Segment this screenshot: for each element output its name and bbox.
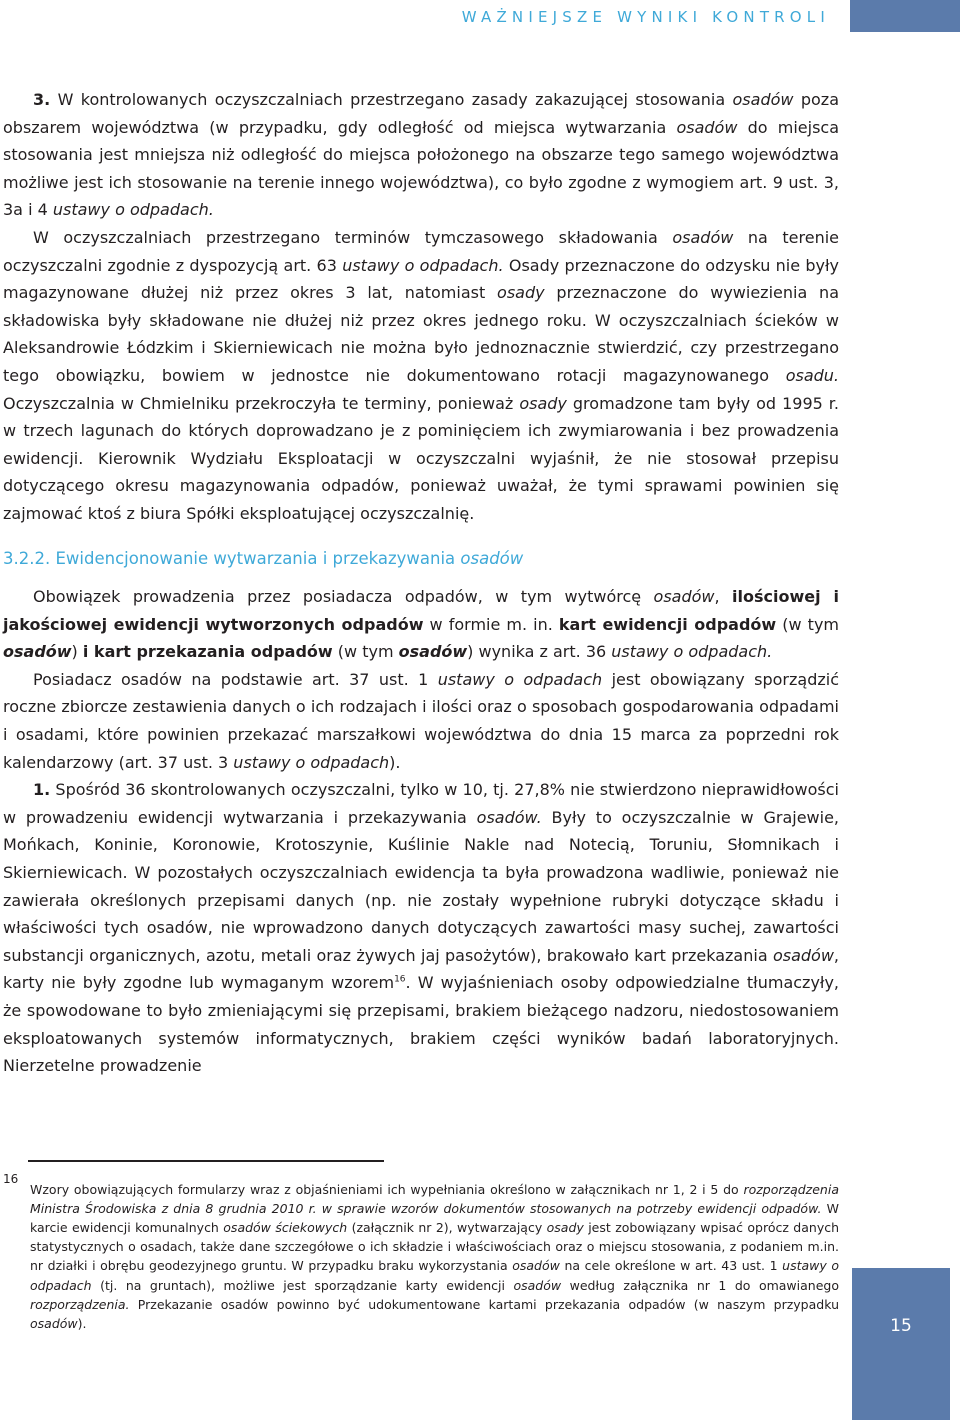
text: (w tym xyxy=(776,614,840,634)
text-bold: kart ewidencji odpadów xyxy=(558,614,777,634)
text-italic: osadów xyxy=(460,548,524,568)
text: Spośród 36 skontrolowanych oczyszczalni, tylko w 10, tj. 27,8% nie stwierdzono nieprawidłowości w prowadzeniu ewidencji wytwarzania i przekazywania xyxy=(3,780,839,827)
page-number: 15 xyxy=(890,1316,912,1336)
text-italic: osadów xyxy=(672,227,734,247)
text-italic: osadów xyxy=(676,117,738,137)
text-bold: ilościowej i jakościowej ewidencji wytworzonych odpadów xyxy=(3,587,839,634)
footnote-number: 16 xyxy=(3,1172,19,1186)
text: według załącznika nr 1 do omawianego xyxy=(561,1277,839,1293)
text-italic: ustawy o odpadach. xyxy=(52,200,214,220)
text: , xyxy=(714,587,733,607)
text: (w tym xyxy=(332,642,399,662)
text-italic: ustawy o odpadach xyxy=(30,1258,839,1293)
footnote-16 xyxy=(3,1167,839,1346)
text: Wzory obowiązujących formularzy wraz z objaśnieniami ich wypełniania określono w załącznikach nr 1, 2 i 5 do xyxy=(30,1181,744,1197)
text-bold: i kart przekazania odpadów xyxy=(82,642,333,662)
text: ) xyxy=(71,642,83,662)
text-italic: rozporządzenia. xyxy=(30,1296,130,1312)
text-italic: osady xyxy=(546,1219,584,1235)
text: w formie m. in. xyxy=(423,614,559,634)
finding-number: 1. xyxy=(33,780,51,800)
text-bold-italic: osadów xyxy=(3,642,72,662)
text: W karcie ewidencji komunalnych xyxy=(30,1200,839,1235)
text-italic: osadów xyxy=(653,587,715,607)
paragraph-storage xyxy=(3,224,839,528)
text: Posiadacz osadów na podstawie art. 37 ust. 1 xyxy=(33,669,438,689)
text: jest zobowiązany wpisać oprócz danych statystycznych o osadach, także dane szczegółowe o ich składzie i właściwościach oraz o miejscu stosowania, z podaniem m.in. nr działki i obrębu geodezyjnego gruntu. W przypadku braku wykorzystania xyxy=(30,1219,840,1274)
footnote-divider xyxy=(28,1160,384,1162)
text-italic: osadów xyxy=(772,945,834,965)
text: Obowiązek prowadzenia przez posiadacza odpadów, w tym wytwórcę xyxy=(33,587,654,607)
paragraph-finding-3 xyxy=(3,86,839,224)
text: Przekazanie osadów powinno być udokumentowane kartami przekazania odpadów (w naszym przypadku xyxy=(129,1296,839,1312)
text: (załącznik nr 2), wytwarzający xyxy=(347,1219,547,1235)
text-italic: osadów xyxy=(513,1277,562,1293)
text: poza obszarem województwa (w przypadku, gdy odległość od miejsca wytwarzania xyxy=(3,90,840,137)
text: W kontrolowanych oczyszczalniach przestrzegano zasady zakazującej stosowania xyxy=(57,90,733,109)
paragraph-annual-report xyxy=(3,666,839,776)
text: na terenie oczyszczalni zgodnie z dyspozycją art. 63 xyxy=(3,227,840,275)
text-italic: osadów ściekowych xyxy=(223,1219,348,1235)
text-bold-italic: osadów xyxy=(398,642,468,662)
text: na cele określone w art. 43 ust. 1 xyxy=(559,1258,783,1274)
section-number: 3.2.2. xyxy=(3,548,51,568)
text: Osady przeznaczone do odzysku nie były magazynowane dłużej niż przez okres 3 lat, natomiast xyxy=(3,255,840,303)
text: (tj. na gruntach), możliwe jest sporządzanie karty ewidencji xyxy=(91,1277,514,1293)
header-color-box xyxy=(850,0,960,32)
text: przeznaczone do wywiezienia na składowiska były składowane nie dłużej niż przez okres jednego roku. W oczyszczalniach ścieków w Aleksandrowie Łódzkim i Skierniewicach nie można było jednoznacznie stwierdzić, czy przestrzegano tego obowiązku, bowiem w jednostce nie dokumentowano rotacji magazynowanego xyxy=(3,283,840,385)
text-italic: ustawy o odpadach xyxy=(233,752,390,772)
text: W oczyszczalniach przestrzegano terminów tymczasowego składowania xyxy=(33,227,673,247)
text-italic: rozporządzenia Ministra Środowiska z dnia 8 grudnia 2010 r. w sprawie wzorów dokumentów stosowanych na potrzeby ewidencji odpadów. xyxy=(30,1181,839,1216)
footnote-reference[interactable]: 16 xyxy=(394,975,406,986)
text: , karty nie były zgodne lub wymaganym wzorem xyxy=(3,945,839,993)
running-header-title: WAŻNIEJSZE WYNIKI KONTROLI xyxy=(461,8,830,26)
text-italic: osady xyxy=(497,283,545,303)
text-italic: osadów xyxy=(30,1315,78,1331)
section-heading xyxy=(3,545,839,573)
text-italic: ustawy o odpadach xyxy=(437,669,603,689)
text-italic: osady xyxy=(519,393,567,413)
text: Były to oczyszczalnie w Grajewie, Mońkach, Koninie, Koronowie, Krotoszynie, Kuślinie Nakle nad Notecią, Toruniu, Słomnikach i Skierniewicach. W pozostałych oczyszczalniach ewidencja ta była prowadzona wadliwie, ponieważ nie zawierała określonych przepisami danych (np. nie zostały wypełnione rubryki dotyczące składu i właściwości tych osadów, nie wprowadzono danych dotyczących zawartości masy suchej, zawartości substancji organicznych, azotu, metali oraz żywych jaj pasożytów), brakowało kart przekazania xyxy=(3,807,839,965)
paragraph-obligation xyxy=(3,583,839,666)
text-italic: osadów xyxy=(512,1258,560,1274)
text-italic: osadów xyxy=(732,90,794,109)
text-italic: ustawy o odpadach. xyxy=(611,642,773,662)
text-italic: osadu. xyxy=(785,365,839,385)
page-number-box xyxy=(852,1268,950,1420)
text: Oczyszczalnia w Chmielniku przekroczyła te terminy, ponieważ xyxy=(3,393,520,413)
paragraph-finding-1 xyxy=(3,776,839,1080)
text: ). xyxy=(77,1315,87,1331)
text: . W wyjaśnieniach osoby odpowiedzialne tłumaczyły, że spowodowane to było zmieniającymi się przepisami, brakiem bieżącego nadzoru, niedostosowaniem eksploatowanych systemów informatycznych, brakiem części wyników badań laboratoryjnych. Nierzetelne prowadzenie xyxy=(3,973,840,1076)
text-italic: osadów. xyxy=(476,807,542,827)
text: do miejsca stosowania jest mniejsza niż odległość do miejsca położonego na obszarze tego samego województwa możliwe jest ich stosowanie na terenie innego województwa), co było zgodne z wymogiem art. 9 ust. 3, 3a i 4 xyxy=(3,117,839,220)
text: jest obowiązany sporządzić roczne zbiorcze zestawienia danych o ich rodzajach i ilości oraz o sposobach gospodarowania odpadami i osadami, które powinien przekazać marszałkowi województwa do dnia 15 marca za poprzedni rok kalendarzowy (art. 37 ust. 3 xyxy=(3,669,840,772)
finding-number: 3. xyxy=(33,90,51,109)
text: ) wynika z art. 36 xyxy=(467,642,612,662)
main-content xyxy=(3,86,839,1080)
text: Ewidencjonowanie wytwarzania i przekazywania xyxy=(50,548,461,568)
text: ). xyxy=(389,752,401,772)
text: gromadzone tam były od 1995 r. w trzech lagunach do których doprowadzano je z pominięciem ich zwymiarowania i bez prowadzenia ewidencji. Kierownik Wydziału Eksploatacji w oczyszczalni wyjaśnił, że nie stosował przepisu dotyczącego okresu magazynowania odpadów, ponieważ uważał, że tymi sprawami powinien się zajmować ktoś z biura Spółki eksploatującej oczyszczalnię. xyxy=(3,393,840,523)
footnote-text xyxy=(30,1180,839,1334)
text-italic: ustawy o odpadach. xyxy=(342,255,504,275)
